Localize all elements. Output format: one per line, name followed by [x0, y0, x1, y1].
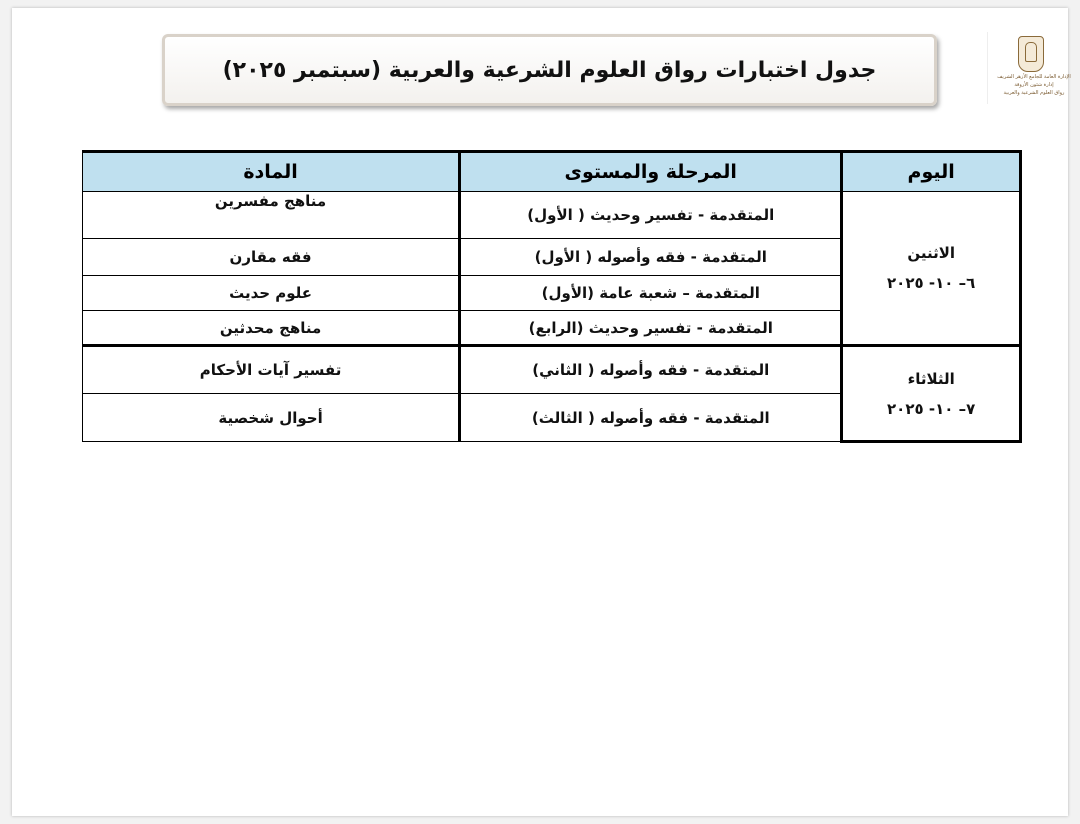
document-page: [12, 8, 1071, 816]
subject-cell: تفسير آيات الأحكام: [83, 346, 460, 394]
header-day: اليوم: [842, 152, 1021, 192]
document-title: جدول اختبارات رواق العلوم الشرعية والعربية (سبتمبر ٢٠٢٥): [222, 57, 877, 83]
table-row: [83, 192, 1021, 239]
subject-cell: أحوال شخصية: [83, 394, 460, 442]
emblem-icon: [1018, 36, 1044, 72]
table-header-row: [83, 152, 1021, 192]
table-row: [83, 346, 1021, 394]
title-banner: [162, 34, 937, 106]
level-cell: المتقدمة - فقه وأصوله ( الثالث): [460, 394, 842, 442]
day-name: الاثنين: [907, 244, 956, 262]
level-cell: المتقدمة - فقه وأصوله ( الأول): [460, 239, 842, 276]
header-subject: المادة: [83, 152, 460, 192]
day-name: الثلاثاء: [907, 369, 955, 388]
day-date: ٧– ١٠- ٢٠٢٥: [887, 399, 976, 418]
institution-logo: [987, 32, 1080, 104]
day-date: ٦– ١٠- ٢٠٢٥: [887, 274, 976, 292]
logo-line-3: رواق العلوم الشرعية والعربية: [1003, 90, 1065, 96]
level-cell: المتقدمة - فقه وأصوله ( الثاني): [460, 346, 842, 394]
exam-schedule-table: [82, 150, 1022, 443]
day-cell-monday: [842, 192, 1021, 346]
day-cell-tuesday: [842, 346, 1021, 442]
level-cell: المتقدمة - تفسير وحديث (الرابع): [460, 311, 842, 346]
level-cell: المتقدمة – شعبة عامة (الأول): [460, 276, 842, 311]
header-level: المرحلة والمستوى: [460, 152, 842, 192]
subject-cell: مناهج محدثين: [83, 311, 460, 346]
logo-line-2: إدارة شئون الأروقة: [1014, 82, 1054, 88]
subject-cell: فقه مقارن: [83, 239, 460, 276]
logo-line-1: الإدارة العامة للجامع الأزهر الشريف: [997, 74, 1071, 80]
level-cell: المتقدمة - تفسير وحديث ( الأول): [460, 192, 842, 239]
subject-cell: مناهج مفسرين: [83, 192, 460, 239]
subject-cell: علوم حديث: [83, 276, 460, 311]
